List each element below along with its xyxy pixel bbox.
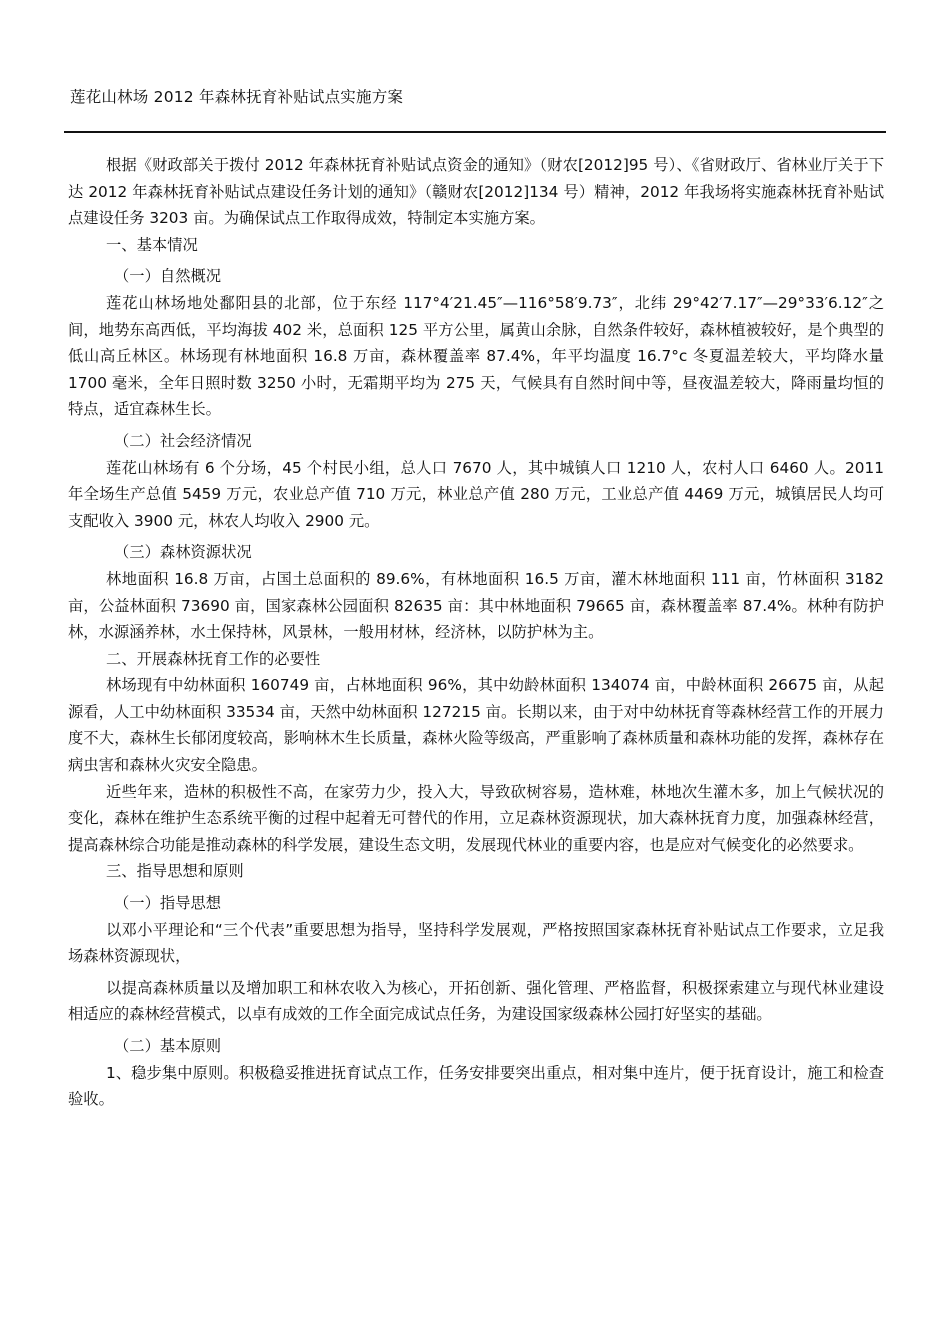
necessity-paragraph-2: 近些年来，造林的积极性不高，在家劳力少，投入大，导致砍树容易，造林难，林地次生灌木多，加上气候状况的变化，森林在维护生态系统平衡的过程中起着无可替代的作用，立足森林资源现状，加大森林抚育力度，加强森林经营，提高森林综合功能是推动森林的科学发展，建设生态文明，发展现代林业的重要内容，也是应对气候变化的必然要求。 — [68, 782, 884, 854]
subheading-guiding-thought: （一）指导思想 — [114, 894, 222, 913]
subheading-basic-principles: （二）基本原则 — [114, 1037, 222, 1055]
forest-resources-paragraph: 林地面积 16.8 万亩，占国土总面积的 89.6%，有林地面积 16.5 万亩，灌木林地面积 111 亩，竹林面积 3182 亩，公益林面积 73690 亩，国家森林公园面积 82635 亩：其中林地面积 79665 亩，森林覆盖率 87.4%。林种有防护林，水源涵养林，水土保持林，风景林，一般用材林，经济林，以防护林为主。 — [68, 569, 884, 642]
intro-paragraph: 根据《财政部关于拨付 2012 年森林抚育补贴试点资金的通知》（财农[2012]95 号）、《省财政厅、省林业厅关于下达 2012 年森林抚育补贴试点建设任务计划的通知》（赣财农[2012]134 号）精神，2012 年我场将实施森林抚育补贴试点建设任务 3203 亩。为确保试点工作取得成效，特制定本实施方案。 — [68, 156, 884, 228]
header-divider — [64, 131, 886, 133]
natural-overview-paragraph: 莲花山林场地处鄱阳县的北部，位于东经 117°4′21.45″—116°58′9.73″，北纬 29°42′7.17″—29°33′6.12″之间，地势东高西低，平均海拔 402 米，总面积 125 平方公里，属黄山余脉，自然条件较好，森林植被较好，是个典型的低山高丘林区。林场现有林地面积 16.8 万亩，森林覆盖率 87.4%，年平均温度 16.7°c 冬夏温差较大，平均降水量 1700 毫米，全年日照时数 3250 小时，无霜期平均为 275 天，气候具有自然时间中等，昼夜温差较大，降雨量均恒的特点，适宜森林生长。 — [68, 293, 884, 419]
section-heading-necessity: 二、开展森林抚育工作的必要性 — [106, 649, 321, 668]
necessity-paragraph-1: 林场现有中幼林面积 160749 亩，占林地面积 96%，其中幼龄林面积 134074 亩，中龄林面积 26675 亩，从起源看，人工中幼林面积 33534 亩，天然中幼林面积 127215 亩。长期以来，由于对中幼林抚育等森林经营工作的开展力度不大，森林生长郁闭度较高，影响林木生长质量，森林火险等级高，严重影响了森林质量和森林功能的发挥，森林存在病虫害和森林火灾安全隐患。 — [68, 676, 884, 775]
section-heading-basic-situation: 一、基本情况 — [106, 235, 198, 254]
guiding-thought-paragraph-2: 以提高森林质量以及增加职工和林农收入为核心，开拓创新、强化管理、严格监督，积极探索建立与现代林业建设相适应的森林经营模式，以卓有成效的工作全面完成试点任务，为建设国家级森林公园打好坚实的基础。 — [68, 978, 884, 1024]
principle-item-1: 1、稳步集中原则。积极稳妥推进抚育试点工作，任务安排要突出重点，相对集中连片，便于抚育设计，施工和检查验收。 — [68, 1063, 884, 1109]
section-heading-guiding-principles: 三、指导思想和原则 — [106, 862, 244, 881]
socioeconomic-paragraph: 莲花山林场有 6 个分场，45 个村民小组，总人口 7670 人，其中城镇人口 1210 人，农村人口 6460 人。2011 年全场生产总值 5459 万元，农业总产值 710 万元，林业总产值 280 万元，工业总产值 4469 万元，城镇居民人均可支配收入 3900 元，林农人均收入 2900 元。 — [68, 458, 884, 530]
document-body — [68, 152, 884, 1113]
subheading-natural-overview: （一）自然概况 — [114, 267, 222, 286]
document-header-title: 莲花山林场 2012 年森林抚育补贴试点实施方案 — [70, 88, 404, 106]
subheading-socioeconomic: （二）社会经济情况 — [114, 431, 252, 450]
guiding-thought-paragraph-1: 以邓小平理论和“三个代表”重要思想为指导，坚持科学发展观，严格按照国家森林抚育补贴试点工作要求，立足我场森林资源现状， — [68, 920, 884, 966]
subheading-forest-resources: （三）森林资源状况 — [114, 543, 252, 562]
